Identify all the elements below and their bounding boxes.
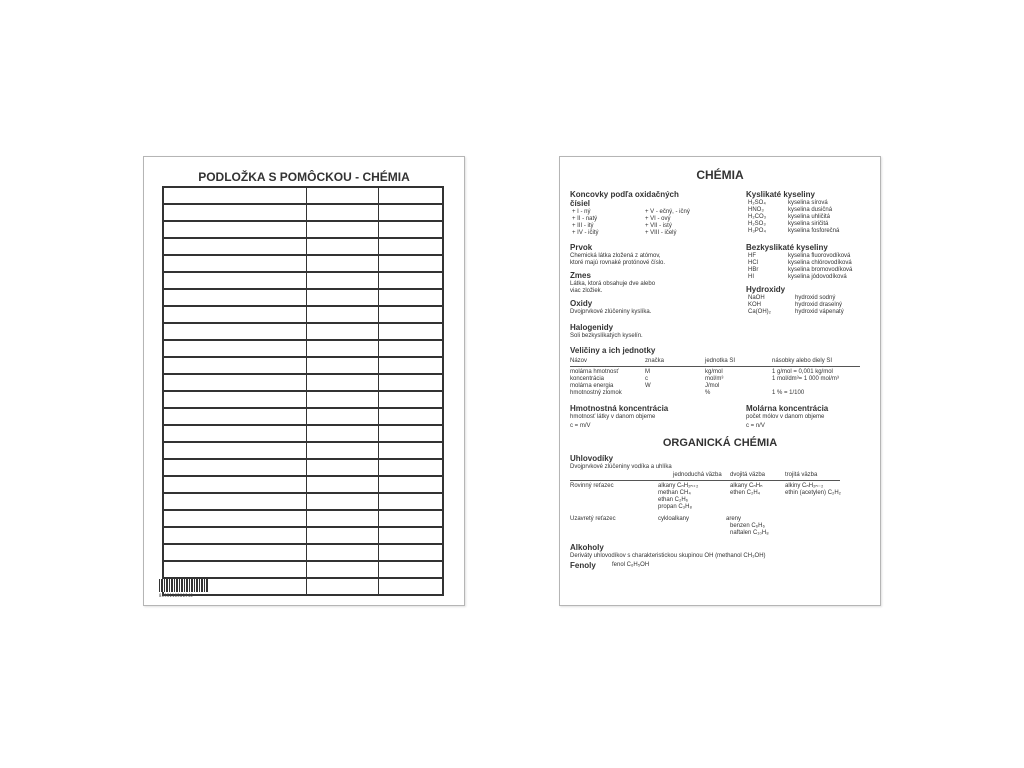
grid-cell [163,306,306,323]
uhlovodiky-col-0: jednoduchá väzba [673,472,722,478]
grid-cell [306,187,378,204]
veliciny-cell: 1 g/mol = 0,001 kg/mol [772,369,833,375]
kyslikate-heading: Kyslikaté kyseliny [746,190,815,199]
grid-cell [379,459,443,476]
halogenidy-line: Soli bezkyslíkatých kyselín. [570,333,643,339]
veliciny-cell: molárna energia [570,383,614,389]
hydroxid-formula: Ca(OH)₂ [748,309,771,315]
veliciny-header-3: násobky alebo diely SI [772,358,833,364]
grid-cell [379,238,443,255]
row1-triple-1: ethin (acetylen) C₂H₂ [785,490,842,496]
bezkyslikate-formula: HBr [748,267,759,273]
grid-cell [163,289,306,306]
grid-row [163,323,443,340]
row2-label: Uzavretý reťazec [570,516,616,522]
hydroxid-name: hydroxid vápenatý [795,309,844,315]
row1-triple-0: alkiny CₙH₂ₙ₋₂ [785,483,824,489]
kyslikate-formula: H₃PO₄ [748,228,766,234]
hmotnostna-formula: c = m/V [570,423,591,429]
grid-row [163,425,443,442]
row2-double-1: benzen C₆H₆ [730,523,765,529]
koncovky-left-0: + I - ný [572,209,591,215]
grid-cell [379,442,443,459]
uhlovodiky-col-1: dvojitá väzba [730,472,766,478]
row1-single-0: alkany CₙH₂ₙ₊₂ [658,483,699,489]
veliciny-cell: koncentrácia [570,376,605,382]
hydroxid-formula: KOH [748,302,762,308]
grid-cell [379,476,443,493]
molarna-formula: c = n/V [746,423,765,429]
veliciny-header-1: značka [645,358,665,364]
grid-cell [379,340,443,357]
veliciny-cell: kg/mol [705,369,723,375]
grid-cell [163,510,306,527]
kyslikate-formula: H₂SO₄ [748,200,766,206]
veliciny-cell: % [705,390,711,396]
zmes-line-0: Látka, ktorá obsahuje dve alebo [570,281,656,287]
grid-cell [163,323,306,340]
prvok-line-1: ktoré majú rovnaké protónové číslo. [570,260,666,266]
grid-row [163,510,443,527]
grid-row [163,527,443,544]
grid-cell [306,255,378,272]
barcode-image [159,579,209,592]
grid-cell [306,204,378,221]
uhlovodiky-heading: Uhlovodíky [570,454,614,463]
grid-cell [379,289,443,306]
grid-cell [379,510,443,527]
veliciny-cell: hmotnostný zlomok [570,390,622,396]
grid-row [163,442,443,459]
kyslikate-name: kyselina fosforečná [788,228,840,234]
grid-cell [379,408,443,425]
grid-cell [306,442,378,459]
grid-cell [163,408,306,425]
veliciny-cell: J/mol [705,383,720,389]
grid-cell [163,476,306,493]
molarna-heading: Molárna koncentrácia [746,404,829,413]
halogenidy-heading: Halogenidy [570,323,614,332]
grid-cell [306,493,378,510]
grid-row [163,204,443,221]
veliciny-cell: mol/m³ [705,376,724,382]
organic-title: ORGANICKÁ CHÉMIA [662,437,778,449]
front-sheet [143,156,465,606]
grid-row [163,476,443,493]
back-sheet [559,156,881,606]
bezkyslikate-formula: HI [748,274,754,280]
bezkyslikate-name: kyselina bromovodíková [788,267,853,273]
koncovky-right-1: + VI - ový [645,216,671,222]
grid-cell [163,442,306,459]
uhlovodiky-divider [570,480,840,481]
row1-double-1: ethen C₂H₄ [730,490,761,496]
fenoly-heading: Fenoly [570,561,596,570]
row1-single-2: ethan C₂H₆ [658,497,689,503]
grid-cell [306,272,378,289]
grid-cell [163,272,306,289]
grid-cell [163,544,306,561]
grid-cell [306,544,378,561]
veliciny-cell: M [645,369,650,375]
front-title: PODLOŽKA S POMÔCKOU - CHÉMIA [198,170,410,184]
grid-cell [163,374,306,391]
grid-cell [379,221,443,238]
grid-cell [379,374,443,391]
kyslikate-formula: H₂CO₃ [748,214,767,220]
grid-cell [379,272,443,289]
grid-row [163,238,443,255]
row1-single-3: propan C₃H₈ [658,504,692,510]
bezkyslikate-name: kyselina fluorovodíková [788,253,851,259]
row2-double-2: naftalen C₁₀H₈ [730,530,769,536]
barcode-number: 8595118500946 [159,593,193,598]
bezkyslikate-name: kyselina chlórovodíková [788,260,852,266]
hydroxid-formula: NaOH [748,295,765,301]
alkoholy-line: Deriváty uhlovodíkov s charakteristickou skupinou OH (methanol CH₃OH) [570,553,766,559]
row1-double-0: alkany CₙHₙ [730,483,763,489]
grid-cell [306,476,378,493]
veliciny-cell: molárna hmotnosť [570,369,619,375]
grid-cell [379,391,443,408]
kyslikate-name: kyselina dusičná [788,207,833,213]
grid-cell [306,459,378,476]
prvok-line-0: Chemická látka zložená z atómov, [570,253,661,259]
grid-cell [163,204,306,221]
grid-row [163,272,443,289]
row1-label: Rovinný reťazec [570,483,614,489]
back-title: CHÉMIA [696,168,744,182]
grid-cell [163,340,306,357]
grid-cell [163,391,306,408]
fenoly-line: fenol C₆H₅OH [612,562,650,568]
bezkyslikate-heading: Bezkyslikaté kyseliny [746,243,828,252]
grid-cell [379,561,443,578]
grid-row [163,255,443,272]
koncovky-left-2: + III - itý [572,223,594,229]
grid-cell [306,374,378,391]
grid-cell [306,425,378,442]
veliciny-heading: Veličiny a ich jednotky [570,346,656,355]
grid-cell [163,527,306,544]
koncovky-heading-1: Koncovky podľa oxidačných [570,190,679,199]
grid-cell [306,221,378,238]
veliciny-cell: c [645,376,648,382]
grid-row [163,357,443,374]
grid-row [163,187,443,204]
grid-cell [306,238,378,255]
oxidy-line: Dvojprvkové zlúčeniny kyslíka. [570,309,652,315]
oxidy-heading: Oxidy [570,299,593,308]
grid-cell [379,204,443,221]
veliciny-header-0: Názov [570,358,588,364]
grid-row [163,221,443,238]
grid-cell [306,357,378,374]
grid-cell [163,221,306,238]
hmotnostna-heading: Hmotnostná koncentrácia [570,404,669,413]
grid-cell [306,391,378,408]
veliciny-cell: W [645,383,651,389]
grid-cell [306,510,378,527]
grid-row [163,340,443,357]
grid-cell [306,306,378,323]
prvok-heading: Prvok [570,243,593,252]
grid-row [163,306,443,323]
grid-cell [306,578,378,595]
grid-cell [163,238,306,255]
kyslikate-formula: H₂SO₃ [748,221,766,227]
grid-cell [163,425,306,442]
grid-cell [379,527,443,544]
grid-row [163,493,443,510]
bezkyslikate-name: kyselina jódovodíková [788,274,847,280]
grid-cell [379,357,443,374]
blank-grid-table [162,186,444,596]
grid-cell [379,255,443,272]
zmes-heading: Zmes [570,271,591,280]
grid-row [163,289,443,306]
grid-cell [306,561,378,578]
grid-cell [163,255,306,272]
uhlovodiky-line: Dvojprvkové zlúčeniny vodíka a uhlíka [570,464,672,470]
uhlovodiky-col-2: trojitá väzba [785,472,818,478]
grid-cell [379,493,443,510]
bezkyslikate-formula: HF [748,253,756,259]
hydroxidy-heading: Hydroxidy [746,285,786,294]
grid-cell [379,578,443,595]
koncovky-left-1: + II - natý [572,216,598,222]
bezkyslikate-formula: HCl [748,260,758,266]
grid-cell [163,357,306,374]
grid-row [163,408,443,425]
veliciny-header-2: jednotka SI [705,358,736,364]
hmotnostna-line: hmotnosť látky v danom objeme [570,414,656,420]
kyslikate-name: kyselina sírová [788,200,828,206]
kyslikate-name: kyselina siričitá [788,221,829,227]
grid-cell [163,561,306,578]
veliciny-cell: 1 % = 1/100 [772,390,805,396]
koncovky-right-3: + VIII - ičelý [645,230,677,236]
zmes-line-1: viac zložiek. [570,288,603,294]
grid-cell [306,289,378,306]
hydroxid-name: hydroxid sodný [795,295,836,301]
grid-cell [306,323,378,340]
grid-cell [163,493,306,510]
koncovky-right-2: + VII - istý [645,223,672,229]
grid-cell [379,306,443,323]
grid-cell [306,408,378,425]
molarna-line: počet mólov v danom objeme [746,414,825,420]
grid-row [163,544,443,561]
row1-single-1: methan CH₄ [658,490,691,496]
hydroxid-name: hydroxid draselný [795,302,843,308]
grid-row [163,561,443,578]
row2-double-0: areny [726,516,742,522]
grid-cell [379,544,443,561]
grid-cell [306,340,378,357]
grid-cell [163,187,306,204]
koncovky-heading-2: čísiel [570,199,591,208]
grid-cell [379,323,443,340]
grid-row [163,459,443,476]
grid-cell [379,425,443,442]
grid-cell [163,459,306,476]
grid-row [163,391,443,408]
kyslikate-formula: HNO₃ [748,207,764,213]
veliciny-cell: 1 mol/dm³= 1 000 mol/m³ [772,376,839,382]
koncovky-left-3: + IV - ičitý [572,230,599,236]
veliciny-divider [570,366,860,367]
koncovky-right-0: + V - ečný, - ičný [645,209,690,215]
grid-row [163,374,443,391]
kyslikate-name: kyselina uhličitá [788,214,831,220]
grid-cell [379,187,443,204]
row2-single: cykloalkany [658,516,690,522]
alkoholy-heading: Alkoholy [570,543,604,552]
grid-cell [306,527,378,544]
